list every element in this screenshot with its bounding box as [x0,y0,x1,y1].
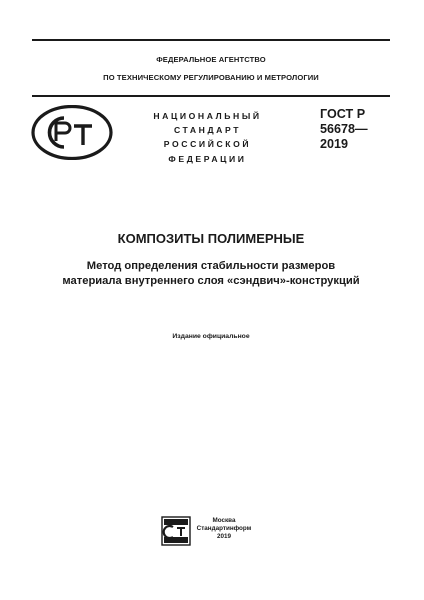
national-standard-line4: ФЕДЕРАЦИИ [168,153,247,164]
document-title: КОМПОЗИТЫ ПОЛИМЕРНЫЕ [117,231,305,246]
document-subtitle [40,259,382,289]
national-standard-line2: СТАНДАРТ [173,125,242,136]
gost-r-emblem-icon [31,105,113,160]
designation-line3: 2019 [320,137,349,152]
subtitle-line1: Метод определения стабильности размеров [86,260,336,272]
publisher-info [196,517,252,542]
publication-year: 2019 [216,533,231,541]
standard-designation [320,107,368,153]
designation-line2: 56678— [320,122,368,137]
subtitle-line2: материала внутреннего слоя «сэндвич»-конструкций [62,275,360,287]
national-standard-line1: НАЦИОНАЛЬНЫЙ [153,111,262,121]
agency-name-line1: ФЕДЕРАЛЬНОЕ АГЕНТСТВО [156,55,266,64]
designation-line1: ГОСТ Р [320,107,366,121]
edition-label: Издание официальное [172,333,250,340]
national-standard-line3: РОССИЙСКОЙ [163,139,252,150]
publisher-name: Стандартинформ [196,525,252,533]
agency-name-line2: ПО ТЕХНИЧЕСКОМУ РЕГУЛИРОВАНИЮ И МЕТРОЛОГИИ [103,73,319,82]
publisher-city: Москва [212,517,236,524]
top-rule [32,39,390,41]
national-standard-label [130,109,285,166]
standartinform-logo-icon [161,516,191,546]
middle-rule [32,95,390,97]
